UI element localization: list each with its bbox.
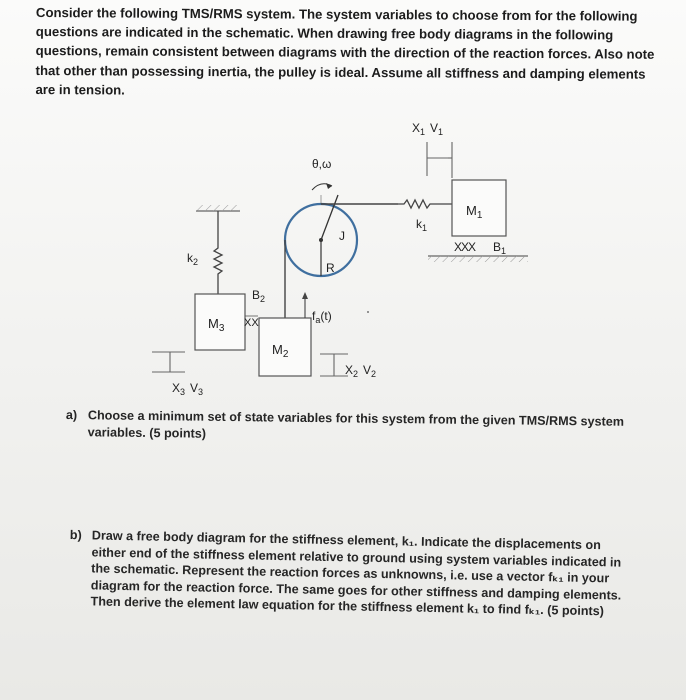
question-b xyxy=(68,527,629,620)
x1-v1-label: $X_1$ $V_1$ xyxy=(412,121,444,137)
question-b-text: Draw a free body diagram for the stiffness element, k₁. Indicate the displacements on either end of the stiffness element relative to ground using system variables indicated in the schematic. Represent the reaction forces as unknowns, i.e. use a vector fₖ₁ in your diagram for the reaction force. The same goes for other stiffness and damping elements. Then derive the element law equation for the stiffness element k₁ to find fₖ₁. (5 points) xyxy=(90,528,622,619)
spring-k2 xyxy=(214,211,222,294)
ground-k2 xyxy=(196,205,240,211)
damper-b1 xyxy=(454,240,476,254)
x2-v2-label: $X_2$ $V_2$ xyxy=(345,363,377,379)
m2-label: $M_2$ xyxy=(272,342,289,360)
k2-label: $k_2$ xyxy=(187,251,199,267)
question-b-label: b) xyxy=(69,527,82,543)
force-fa-arrow xyxy=(302,292,308,318)
x2-indicator xyxy=(320,354,348,376)
inertia-label: J xyxy=(339,229,345,243)
svg-text:XXX: XXX xyxy=(454,240,476,254)
x3-indicator xyxy=(152,352,185,372)
question-a-label: a) xyxy=(65,407,78,423)
system-schematic xyxy=(0,110,686,400)
question-a xyxy=(66,407,626,447)
b2-label: $B_2$ xyxy=(252,288,266,304)
mass-m3 xyxy=(195,294,245,350)
m3-label: $M_3$ xyxy=(208,316,225,334)
theta-omega-label: θ,ω xyxy=(312,157,332,171)
problem-statement: Consider the following TMS/RMS system. The system variables to choose from for the following questions are indicated in the schematic. When drawing free body diagrams in the following questions, remain consistent between diagrams with the direction of the reaction forces. Also note that other than possessing inertia, the pulley is ideal. Assume all stiffness and damping elements are in tension. xyxy=(35,4,655,98)
mass-m1 xyxy=(452,180,506,236)
spring-k1 xyxy=(398,200,452,208)
x3-v3-label: $X_3$ $V_3$ xyxy=(172,381,204,397)
x1-indicator xyxy=(427,142,452,178)
k1-label: $k_1$ xyxy=(416,217,428,233)
radius-label: R xyxy=(326,261,335,275)
mass-m2 xyxy=(259,318,311,376)
svg-text:XX: XX xyxy=(244,317,259,329)
ground-m1 xyxy=(428,256,528,262)
m1-label: $M_1$ xyxy=(466,203,483,221)
damper-b2 xyxy=(244,316,259,329)
angle-arrow xyxy=(312,183,332,190)
fa-label: $f_a(t)$ xyxy=(312,309,332,325)
b1-label: $B_1$ xyxy=(493,240,507,256)
pulley xyxy=(285,195,357,276)
question-a-text: Choose a minimum set of state variables for this system from the given TMS/RMS system variables. (5 points) xyxy=(87,408,625,441)
